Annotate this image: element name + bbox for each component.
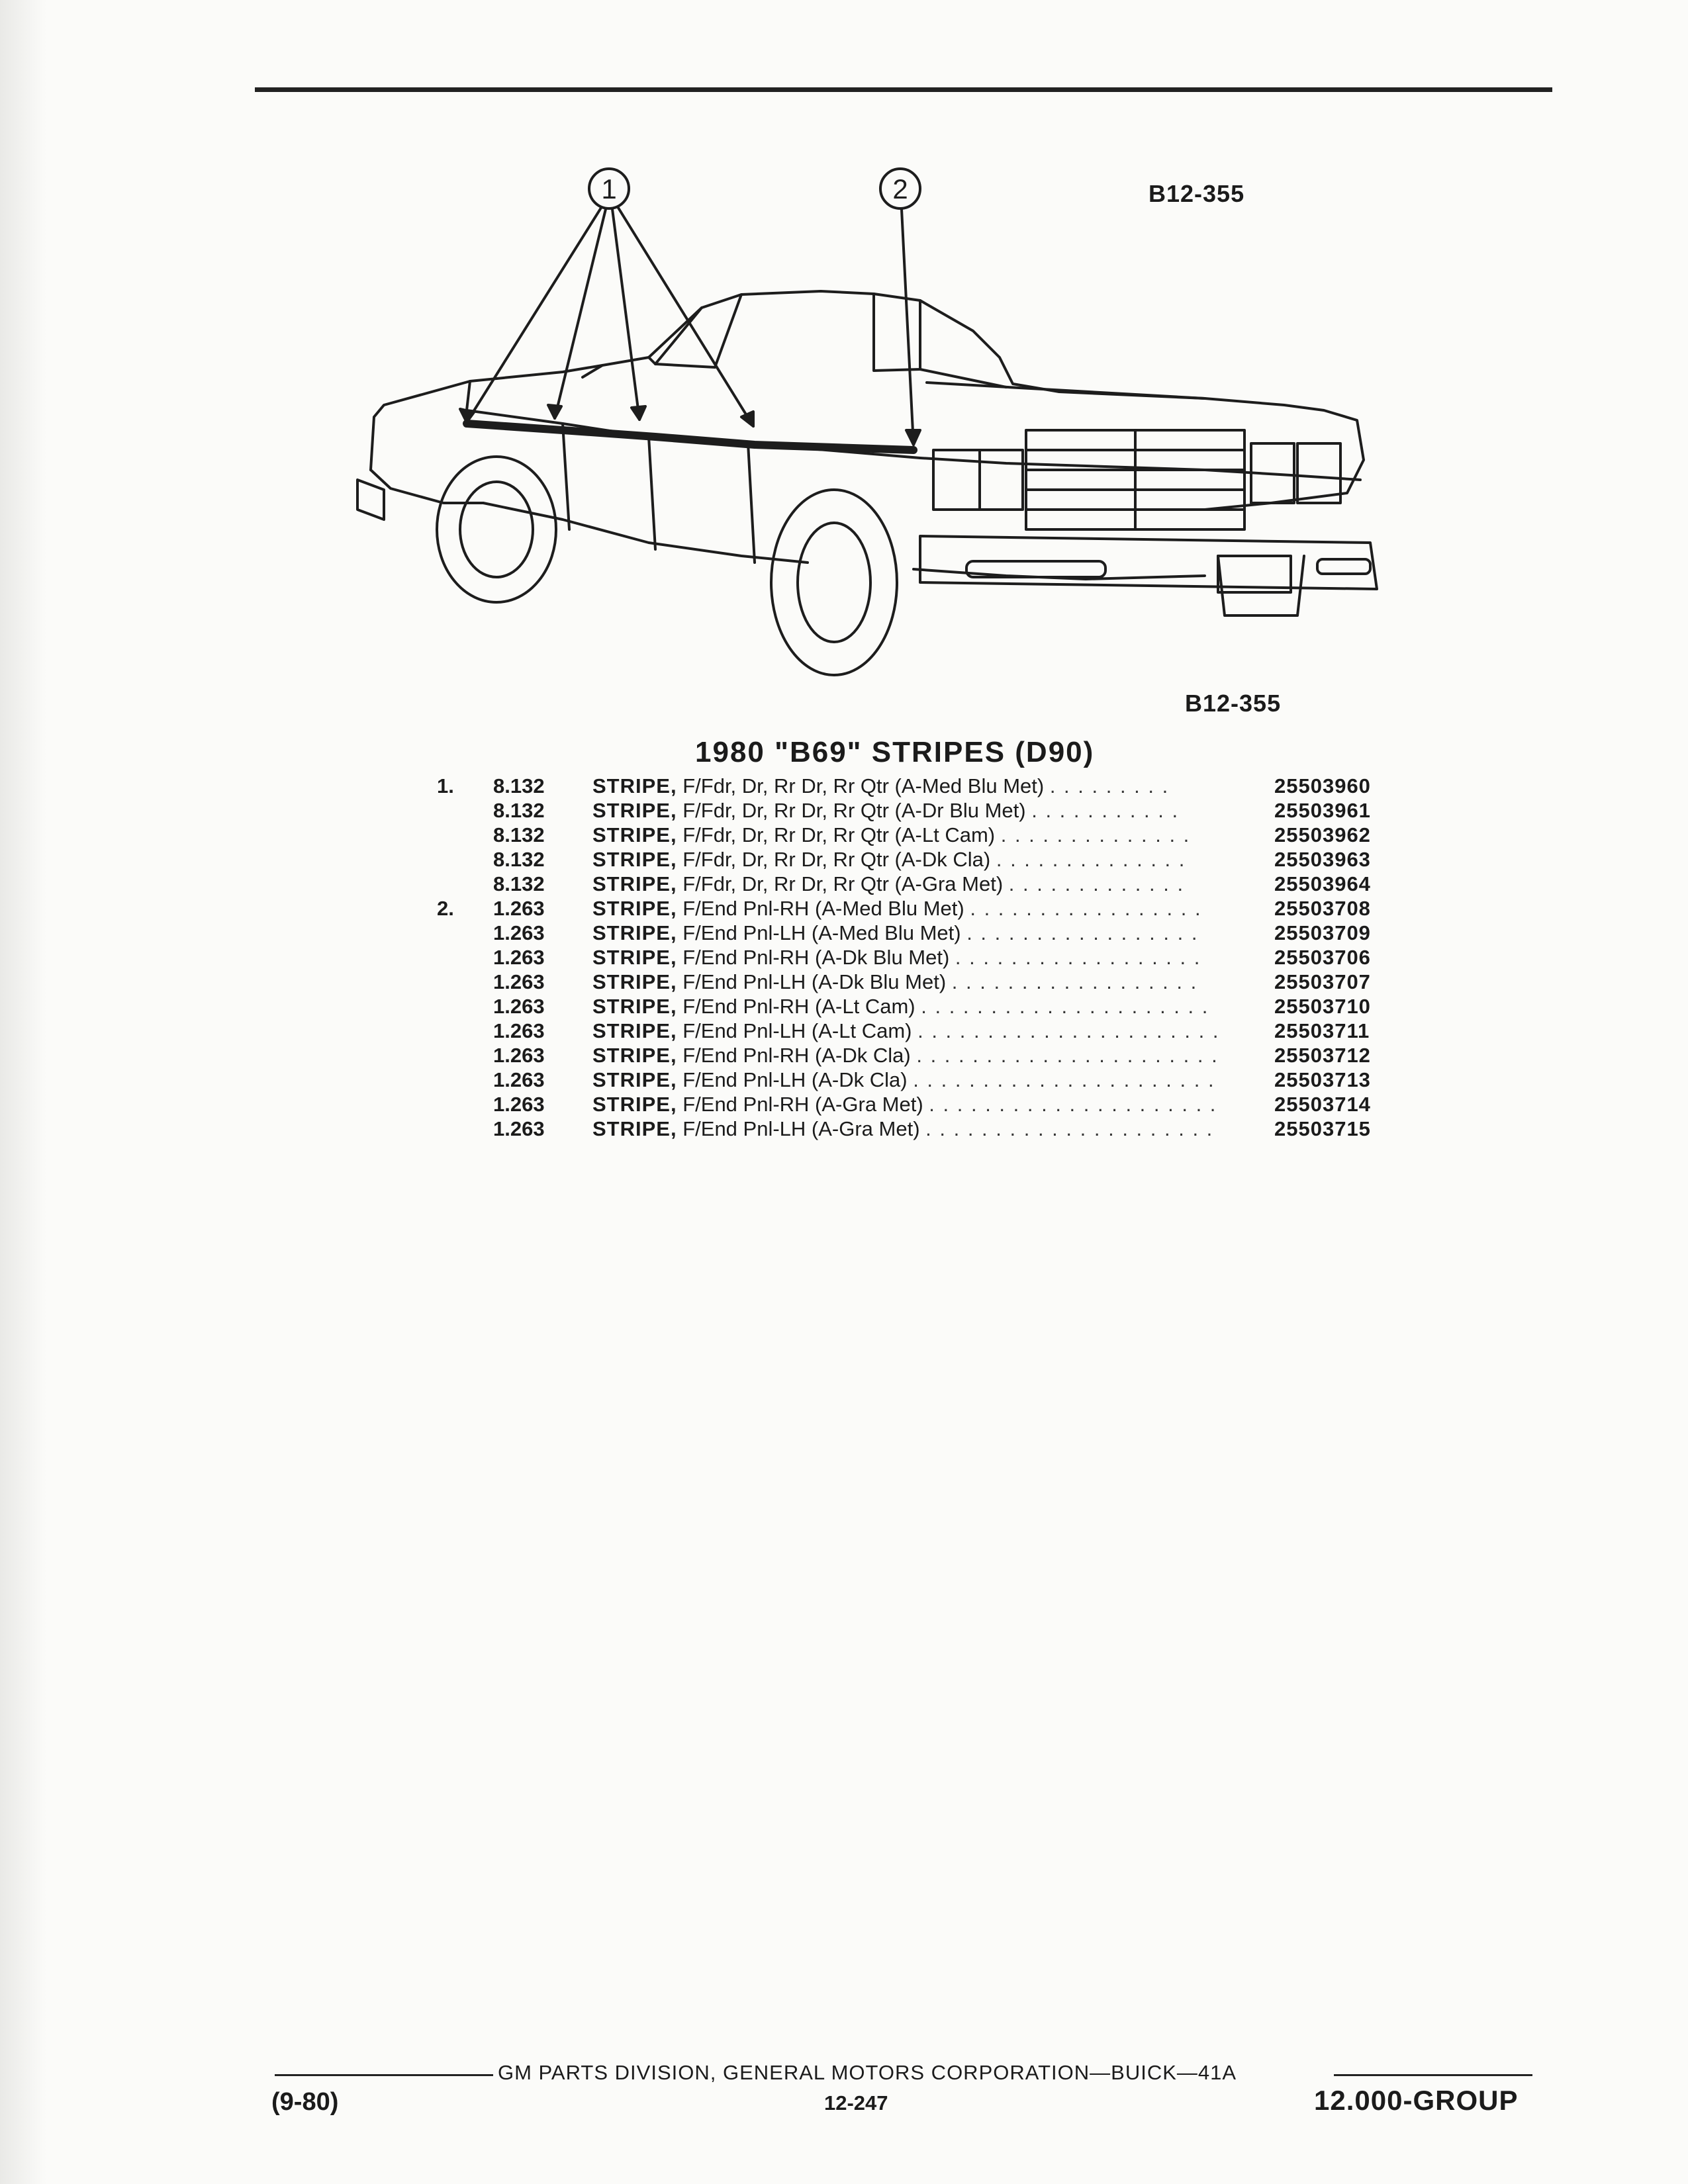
part-number: 25503714: [1274, 1093, 1371, 1116]
item-name: STRIPE,: [592, 921, 677, 944]
part-number: 25503963: [1274, 848, 1371, 871]
front-bumper: [920, 536, 1377, 592]
part-number: 25503711: [1274, 1019, 1370, 1042]
item-description: [592, 897, 1254, 921]
leader-dots: . . . . . . . . . . . . . .: [996, 848, 1186, 871]
item-quantity: 1.263: [493, 921, 545, 944]
footer-group: 12.000-GROUP: [1314, 2085, 1519, 2116]
item-detail: F/End Pnl-LH (A-Lt Cam): [682, 1019, 912, 1042]
item-description: [592, 799, 1254, 823]
item-quantity: 1.263: [493, 897, 545, 920]
side-stripe: [467, 424, 914, 450]
top-rule: [255, 87, 1552, 92]
item-quantity: 8.132: [493, 774, 545, 797]
item-description: [592, 774, 1254, 798]
item-name: STRIPE,: [592, 995, 677, 1018]
leader-dots: . . . . . . . . . . . . . . . . . . . . . .: [917, 1019, 1220, 1042]
item-name: STRIPE,: [592, 1044, 677, 1067]
item-detail: F/End Pnl-LH (A-Gra Met): [682, 1117, 920, 1140]
table-row: [424, 1117, 1403, 1142]
table-row: [424, 995, 1403, 1019]
item-quantity: 8.132: [493, 872, 545, 895]
item-quantity: 1.263: [493, 1117, 545, 1140]
part-number: 25503710: [1274, 995, 1371, 1018]
part-number: 25503960: [1274, 774, 1371, 797]
item-name: STRIPE,: [592, 848, 677, 871]
item-name: STRIPE,: [592, 1019, 677, 1042]
part-number: 25503962: [1274, 823, 1371, 846]
leader-dots: . . . . . . . . . . . . . . . . . .: [951, 970, 1198, 993]
part-number: 25503706: [1274, 946, 1371, 969]
part-number: 25503713: [1274, 1068, 1371, 1091]
footer-date: (9-80): [271, 2088, 339, 2116]
item-description: [592, 872, 1254, 896]
item-description: [592, 1019, 1254, 1043]
item-name: STRIPE,: [592, 897, 677, 920]
figure-code-bottom: B12-355: [1185, 690, 1282, 717]
item-quantity: 1.263: [493, 1019, 545, 1042]
table-row: [424, 872, 1403, 897]
callout-leaders: [460, 208, 920, 445]
part-number: 25503708: [1274, 897, 1371, 920]
table-row: [424, 774, 1403, 799]
footer-corporation: GM PARTS DIVISION, GENERAL MOTORS CORPORATION—BUICK—41A: [498, 2061, 1237, 2084]
table-row: [424, 1093, 1403, 1117]
item-description: [592, 823, 1254, 847]
part-number: 25503961: [1274, 799, 1371, 822]
item-quantity: 1.263: [493, 946, 545, 969]
table-row: [424, 1019, 1403, 1044]
item-quantity: 1.263: [493, 1044, 545, 1067]
front-grille: [933, 430, 1340, 529]
item-description: [592, 970, 1254, 994]
leader-dots: . . . . . . . . .: [1049, 774, 1170, 797]
item-quantity: 1.263: [493, 970, 545, 993]
item-description: [592, 921, 1254, 945]
item-name: STRIPE,: [592, 1093, 677, 1116]
item-description: [592, 1117, 1254, 1141]
leader-dots: . . . . . . . . . . . . . . . . . . . . .: [921, 995, 1209, 1018]
item-name: STRIPE,: [592, 1068, 677, 1091]
part-number: 25503964: [1274, 872, 1371, 895]
item-quantity: 8.132: [493, 823, 545, 846]
part-number: 25503707: [1274, 970, 1371, 993]
leader-dots: . . . . . . . . . . . . . .: [1000, 823, 1191, 846]
item-quantity: 1.263: [493, 1068, 545, 1091]
leader-dots: . . . . . . . . . . . . . . . . . . . . .: [925, 1117, 1214, 1140]
item-quantity: 1.263: [493, 995, 545, 1018]
table-row: [424, 946, 1403, 970]
item-detail: F/End Pnl-LH (A-Dk Blu Met): [682, 970, 947, 993]
part-number: 25503712: [1274, 1044, 1371, 1067]
item-description: [592, 946, 1254, 970]
item-quantity: 8.132: [493, 848, 545, 871]
table-row: [424, 1044, 1403, 1068]
figure-code-top: B12-355: [1149, 180, 1245, 207]
page-number: 12-247: [824, 2091, 888, 2115]
table-row: [424, 848, 1403, 872]
scan-edge-shadow: [0, 0, 46, 2184]
item-description: [592, 848, 1254, 872]
table-row: [424, 921, 1403, 946]
item-index: 2.: [437, 897, 454, 920]
item-detail: F/End Pnl-LH (A-Med Blu Met): [682, 921, 961, 944]
part-number: 25503715: [1274, 1117, 1371, 1140]
table-row: [424, 799, 1403, 823]
item-detail: F/Fdr, Dr, Rr Dr, Rr Qtr (A-Dr Blu Met): [682, 799, 1026, 822]
table-row: [424, 970, 1403, 995]
leader-dots: . . . . . . . . . . . . . . . . . .: [955, 946, 1201, 969]
leader-dots: . . . . . . . . . . . . . . . . . . . . . .: [916, 1044, 1219, 1067]
part-number: 25503709: [1274, 921, 1371, 944]
item-name: STRIPE,: [592, 1117, 677, 1140]
item-detail: F/End Pnl-LH (A-Dk Cla): [682, 1068, 908, 1091]
item-detail: F/Fdr, Dr, Rr Dr, Rr Qtr (A-Lt Cam): [682, 823, 996, 846]
item-name: STRIPE,: [592, 872, 677, 895]
leader-dots: . . . . . . . . . . . . . . . . .: [966, 921, 1199, 944]
item-quantity: 1.263: [493, 1093, 545, 1116]
item-description: [592, 995, 1254, 1019]
leader-dots: . . . . . . . . . . . . . . . . . . . . . .: [913, 1068, 1215, 1091]
item-detail: F/End Pnl-RH (A-Dk Cla): [682, 1044, 911, 1067]
item-index: 1.: [437, 774, 454, 797]
item-detail: F/End Pnl-RH (A-Dk Blu Met): [682, 946, 950, 969]
leader-dots: . . . . . . . . . . .: [1031, 799, 1180, 822]
item-detail: F/End Pnl-RH (A-Lt Cam): [682, 995, 915, 1018]
callout-label-2: 2: [892, 173, 908, 205]
parts-list: [424, 774, 1403, 1142]
item-name: STRIPE,: [592, 946, 677, 969]
item-name: STRIPE,: [592, 970, 677, 993]
footer-rule-left: [275, 2074, 493, 2076]
item-detail: F/Fdr, Dr, Rr Dr, Rr Qtr (A-Dk Cla): [682, 848, 991, 871]
item-detail: F/End Pnl-RH (A-Med Blu Met): [682, 897, 964, 920]
item-description: [592, 1044, 1254, 1068]
leader-dots: . . . . . . . . . . . . . . . . . . . . .: [929, 1093, 1217, 1116]
item-detail: F/Fdr, Dr, Rr Dr, Rr Qtr (A-Med Blu Met): [682, 774, 1045, 797]
section-title: 1980 "B69" STRIPES (D90): [695, 736, 1095, 768]
callout-label-1: 1: [601, 173, 617, 205]
car-body: [357, 291, 1364, 579]
table-row: [424, 823, 1403, 848]
item-name: STRIPE,: [592, 823, 677, 846]
item-quantity: 8.132: [493, 799, 545, 822]
item-description: [592, 1068, 1254, 1092]
footer-rule-right: [1334, 2074, 1532, 2076]
item-name: STRIPE,: [592, 774, 677, 797]
leader-dots: . . . . . . . . . . . . .: [1008, 872, 1185, 895]
car-stripe-illustration: [344, 159, 1430, 702]
leader-dots: . . . . . . . . . . . . . . . . .: [970, 897, 1202, 920]
item-detail: F/End Pnl-RH (A-Gra Met): [682, 1093, 923, 1116]
item-description: [592, 1093, 1254, 1116]
table-row: [424, 897, 1403, 921]
item-detail: F/Fdr, Dr, Rr Dr, Rr Qtr (A-Gra Met): [682, 872, 1004, 895]
item-name: STRIPE,: [592, 799, 677, 822]
table-row: [424, 1068, 1403, 1093]
